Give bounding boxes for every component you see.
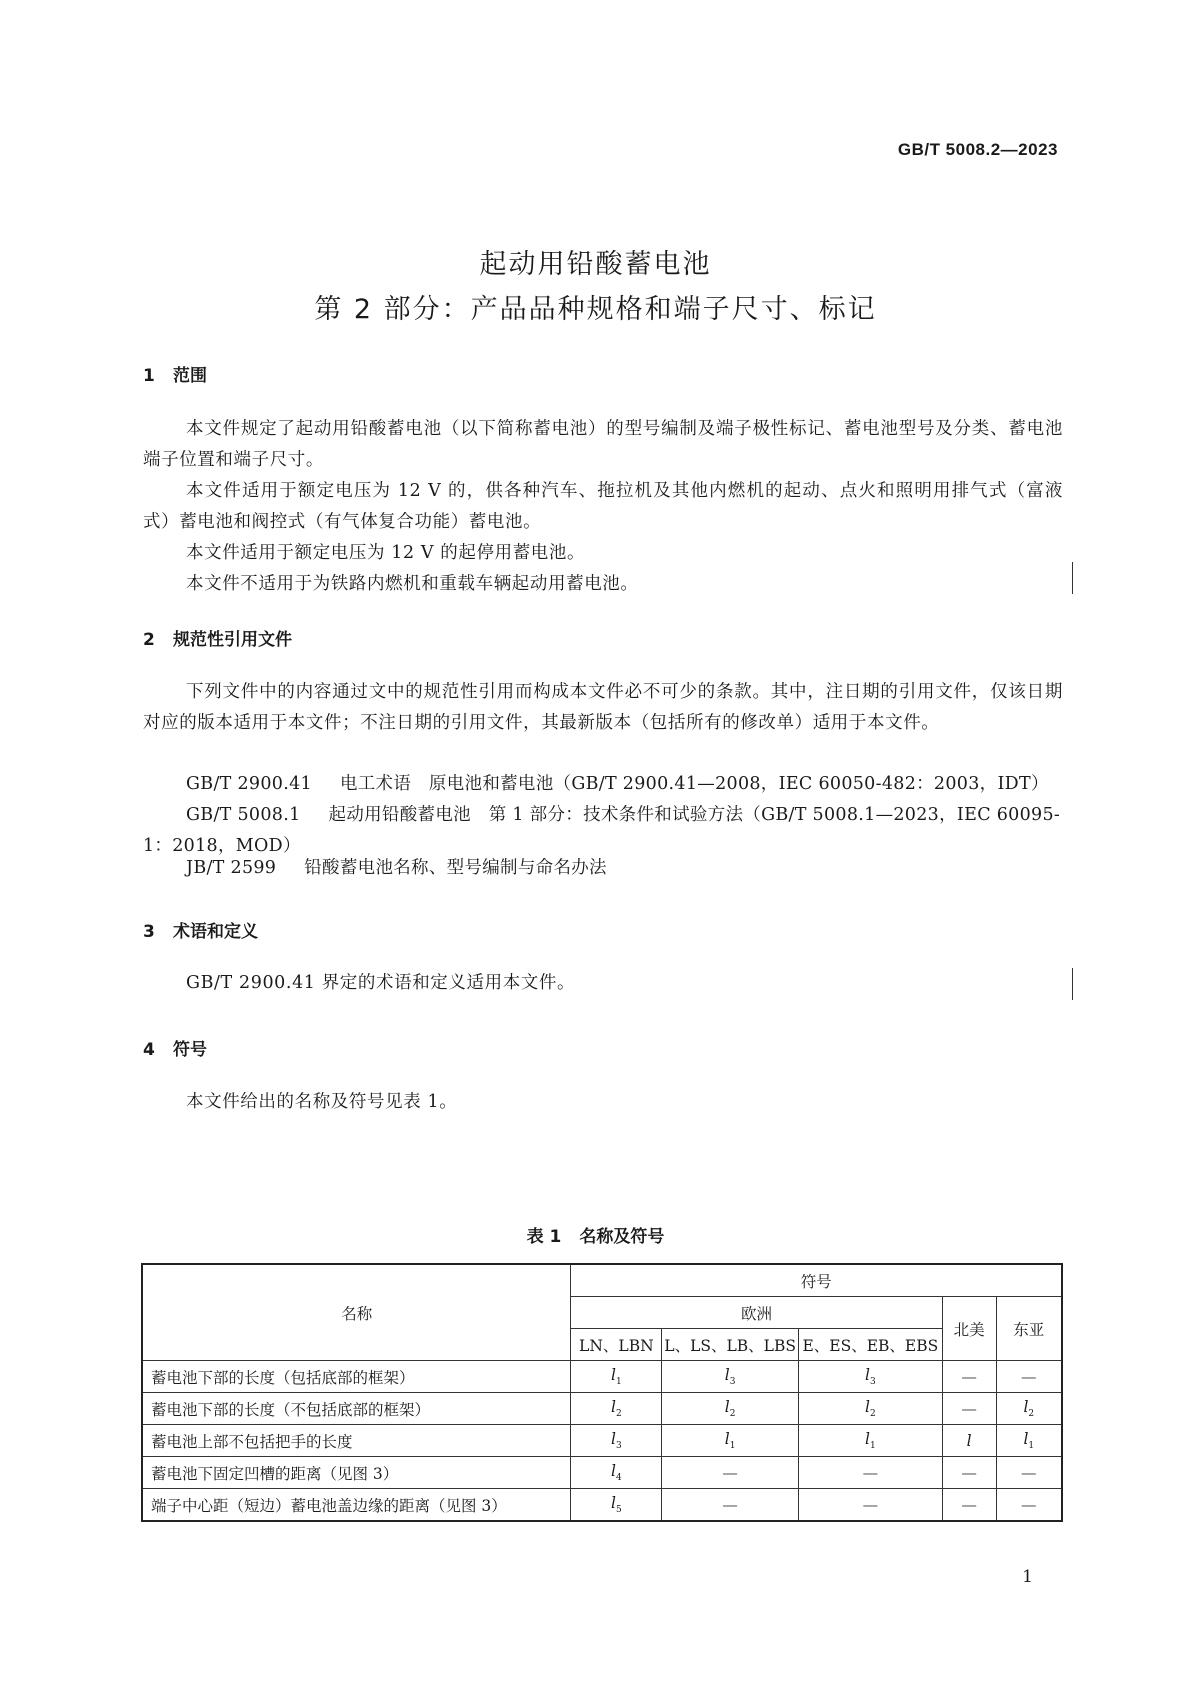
symbol-cell: —: [942, 1393, 996, 1425]
header-symbol: 符号: [571, 1264, 1062, 1297]
row-name: 蓄电池下部的长度（不包括底部的框架）: [142, 1393, 571, 1425]
table-label: 表 1: [526, 1227, 562, 1247]
symbol-cell: l: [942, 1425, 996, 1457]
table-body: [142, 1361, 1062, 1522]
reference-item: [143, 853, 1063, 884]
section-title: 术语和定义: [173, 922, 258, 942]
document-subtitle: 第 2 部分：产品品种规格和端子尺寸、标记: [314, 294, 877, 325]
symbol-cell: $l_5$: [571, 1489, 662, 1522]
symbol-cell: —: [996, 1361, 1062, 1393]
paragraph: 本文件给出的名称及符号见表 1。: [186, 1092, 458, 1112]
symbol-cell: $l_2$: [996, 1393, 1062, 1425]
table-caption: [0, 1222, 1191, 1247]
reference-title: 电工术语 原电池和蓄电池（GB/T 2900.41—2008，IEC 60050-482：2003，IDT）: [339, 774, 1049, 794]
section-number: 1: [143, 366, 155, 386]
table-row: [142, 1393, 1062, 1425]
paragraph: 本文件规定了起动用铅酸蓄电池（以下简称蓄电池）的型号编制及端子极性标记、蓄电池型号及分类、蓄电池端子位置和端子尺寸。: [143, 419, 1063, 470]
symbol-cell: —: [662, 1489, 799, 1522]
paragraph: 本文件适用于额定电压为 12 V 的，供各种汽车、拖拉机及其他内燃机的起动、点火和照明用排气式（富液式）蓄电池和阀控式（有气体复合功能）蓄电池。: [143, 481, 1063, 532]
header-europe-col: L、LS、LB、LBS: [662, 1329, 799, 1361]
symbol-cell: $l_1$: [662, 1425, 799, 1457]
reference-code: GB/T 5008.1: [186, 805, 301, 825]
table-row: [142, 1361, 1062, 1393]
symbol-cell: $l_3$: [571, 1425, 662, 1457]
reference-title: 铅酸蓄电池名称、型号编制与命名办法: [304, 858, 607, 878]
section-heading-1: [143, 361, 207, 386]
section-title: 规范性引用文件: [173, 630, 292, 650]
symbol-cell: $l_3$: [799, 1361, 943, 1393]
row-name: 蓄电池下部的长度（包括底部的框架）: [142, 1361, 571, 1393]
symbol-cell: $l_1$: [996, 1425, 1062, 1457]
section-heading-4: [143, 1035, 207, 1060]
reference-code: GB/T 2900.41: [186, 774, 312, 794]
section-heading-2: [143, 625, 292, 650]
symbol-cell: $l_1$: [799, 1425, 943, 1457]
standard-number: GB/T 5008.2—2023: [897, 140, 1058, 159]
change-bar: [1072, 562, 1073, 594]
header-europe-col: LN、LBN: [571, 1329, 662, 1361]
page-number: 1: [1022, 1567, 1033, 1587]
document-title: 起动用铅酸蓄电池: [479, 249, 712, 280]
symbol-cell: —: [996, 1489, 1062, 1522]
change-bar: [1072, 968, 1073, 1000]
symbols-table: [141, 1263, 1063, 1522]
section-title: 范围: [173, 366, 207, 386]
row-name: 端子中心距（短边）蓄电池盖边缘的距离（见图 3）: [142, 1489, 571, 1522]
symbol-cell: —: [996, 1457, 1062, 1489]
symbol-cell: —: [942, 1489, 996, 1522]
header-europe: 欧洲: [571, 1297, 942, 1329]
symbol-cell: $l_2$: [799, 1393, 943, 1425]
paragraph: GB/T 2900.41 界定的术语和定义适用本文件。: [186, 973, 576, 993]
section-number: 3: [143, 922, 155, 942]
paragraph: 本文件不适用于为铁路内燃机和重载车辆起动用蓄电池。: [186, 574, 639, 594]
row-name: 蓄电池下固定凹槽的距离（见图 3）: [142, 1457, 571, 1489]
section-number: 4: [143, 1040, 155, 1060]
paragraph: 下列文件中的内容通过文中的规范性引用而构成本文件必不可少的条款。其中，注日期的引用文件，仅该日期对应的版本适用于本文件；不注日期的引用文件，其最新版本（包括所有的修改单）适用于本文件。: [143, 682, 1063, 733]
symbol-cell: —: [799, 1457, 943, 1489]
symbol-cell: $l_4$: [571, 1457, 662, 1489]
symbol-cell: $l_2$: [662, 1393, 799, 1425]
header-name: 名称: [142, 1264, 571, 1361]
table-row: [142, 1489, 1062, 1522]
table-title: 名称及符号: [579, 1227, 665, 1247]
header-europe-col: E、ES、EB、EBS: [799, 1329, 943, 1361]
header-east-asia: 东亚: [996, 1297, 1062, 1361]
row-name: 蓄电池上部不包括把手的长度: [142, 1425, 571, 1457]
section-heading-3: [143, 917, 258, 942]
section-number: 2: [143, 630, 155, 650]
reference-code: JB/T 2599: [186, 858, 277, 878]
symbol-cell: $l_2$: [571, 1393, 662, 1425]
section-title: 符号: [173, 1040, 207, 1060]
symbol-cell: $l_3$: [662, 1361, 799, 1393]
symbol-cell: —: [942, 1361, 996, 1393]
symbol-cell: $l_1$: [571, 1361, 662, 1393]
symbol-cell: —: [942, 1457, 996, 1489]
paragraph: 本文件适用于额定电压为 12 V 的起停用蓄电池。: [186, 543, 586, 563]
symbol-cell: —: [662, 1457, 799, 1489]
symbol-cell: —: [799, 1489, 943, 1522]
reference-title: 起动用铅酸蓄电池 第 1 部分：技术条件和试验方法（GB/T 5008.1—2023，IEC 60095-1：2018，MOD）: [143, 805, 1061, 856]
reference-item: [143, 769, 1063, 800]
header-north-america: 北美: [942, 1297, 996, 1361]
table-row: [142, 1457, 1062, 1489]
table-row: [142, 1425, 1062, 1457]
